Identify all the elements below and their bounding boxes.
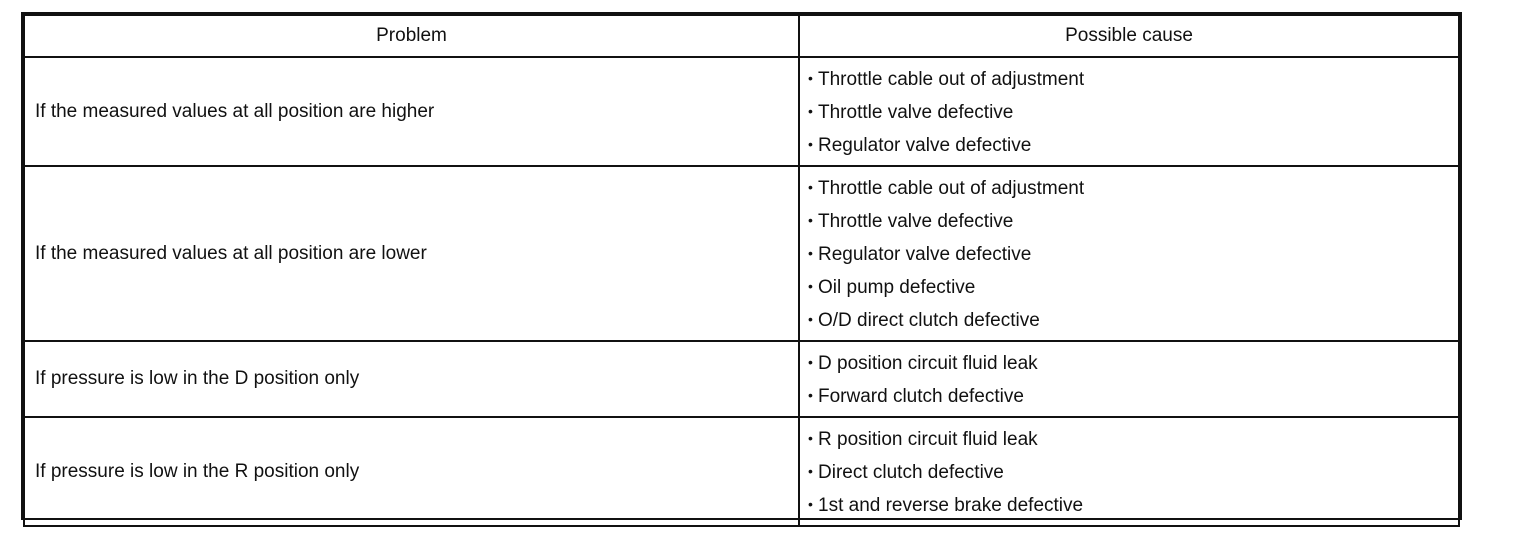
bullet-icon: •: [808, 496, 813, 512]
table-row: [24, 166, 1459, 341]
table-row: [24, 341, 1459, 417]
bullet-icon: •: [808, 245, 813, 261]
bullet-icon: •: [808, 179, 813, 195]
cause-list: [808, 171, 1458, 336]
cause-cell: [799, 57, 1459, 166]
troubleshooting-table: [23, 14, 1460, 527]
cause-text: D position circuit fluid leak: [818, 353, 1038, 374]
cause-cell: [799, 417, 1459, 526]
cause-item: [808, 270, 1458, 303]
bullet-icon: •: [808, 70, 813, 86]
problem-cell: If the measured values at all position are lower: [24, 166, 799, 341]
cause-item: [808, 455, 1458, 488]
cause-item: [808, 488, 1458, 521]
cause-list: [808, 62, 1458, 161]
bullet-icon: •: [808, 387, 813, 403]
problem-cell: If the measured values at all position are higher: [24, 57, 799, 166]
cause-list: [808, 422, 1458, 521]
cause-text: Oil pump defective: [818, 277, 976, 298]
bullet-icon: •: [808, 463, 813, 479]
table-header-row: [24, 15, 1459, 57]
cause-text: Throttle valve defective: [818, 102, 1014, 123]
table-row: [24, 417, 1459, 526]
cause-item: [808, 62, 1458, 95]
cause-item: [808, 171, 1458, 204]
cause-item: [808, 95, 1458, 128]
cause-text: Regulator valve defective: [818, 135, 1032, 156]
cause-item: [808, 379, 1458, 412]
cause-list: [808, 346, 1458, 412]
cause-item: [808, 237, 1458, 270]
troubleshooting-table-frame: [21, 12, 1462, 520]
cause-item: [808, 346, 1458, 379]
cause-text: O/D direct clutch defective: [818, 310, 1040, 331]
cause-item: [808, 128, 1458, 161]
bullet-icon: •: [808, 354, 813, 370]
bullet-icon: •: [808, 212, 813, 228]
header-possible-cause: Possible cause: [799, 15, 1459, 57]
header-problem: Problem: [24, 15, 799, 57]
cause-text: Direct clutch defective: [818, 462, 1004, 483]
cause-text: 1st and reverse brake defective: [818, 495, 1084, 516]
problem-cell: If pressure is low in the D position only: [24, 341, 799, 417]
table-row: [24, 57, 1459, 166]
bullet-icon: •: [808, 278, 813, 294]
bullet-icon: •: [808, 430, 813, 446]
problem-cell: If pressure is low in the R position only: [24, 417, 799, 526]
bullet-icon: •: [808, 103, 813, 119]
cause-item: [808, 204, 1458, 237]
cause-text: R position circuit fluid leak: [818, 429, 1038, 450]
cause-cell: [799, 341, 1459, 417]
cause-text: Throttle cable out of adjustment: [818, 178, 1085, 199]
cause-text: Throttle cable out of adjustment: [818, 69, 1085, 90]
cause-text: Throttle valve defective: [818, 211, 1014, 232]
cause-item: [808, 303, 1458, 336]
cause-cell: [799, 166, 1459, 341]
bullet-icon: •: [808, 136, 813, 152]
cause-item: [808, 422, 1458, 455]
cause-text: Forward clutch defective: [818, 386, 1024, 407]
bullet-icon: •: [808, 311, 813, 327]
cause-text: Regulator valve defective: [818, 244, 1032, 265]
